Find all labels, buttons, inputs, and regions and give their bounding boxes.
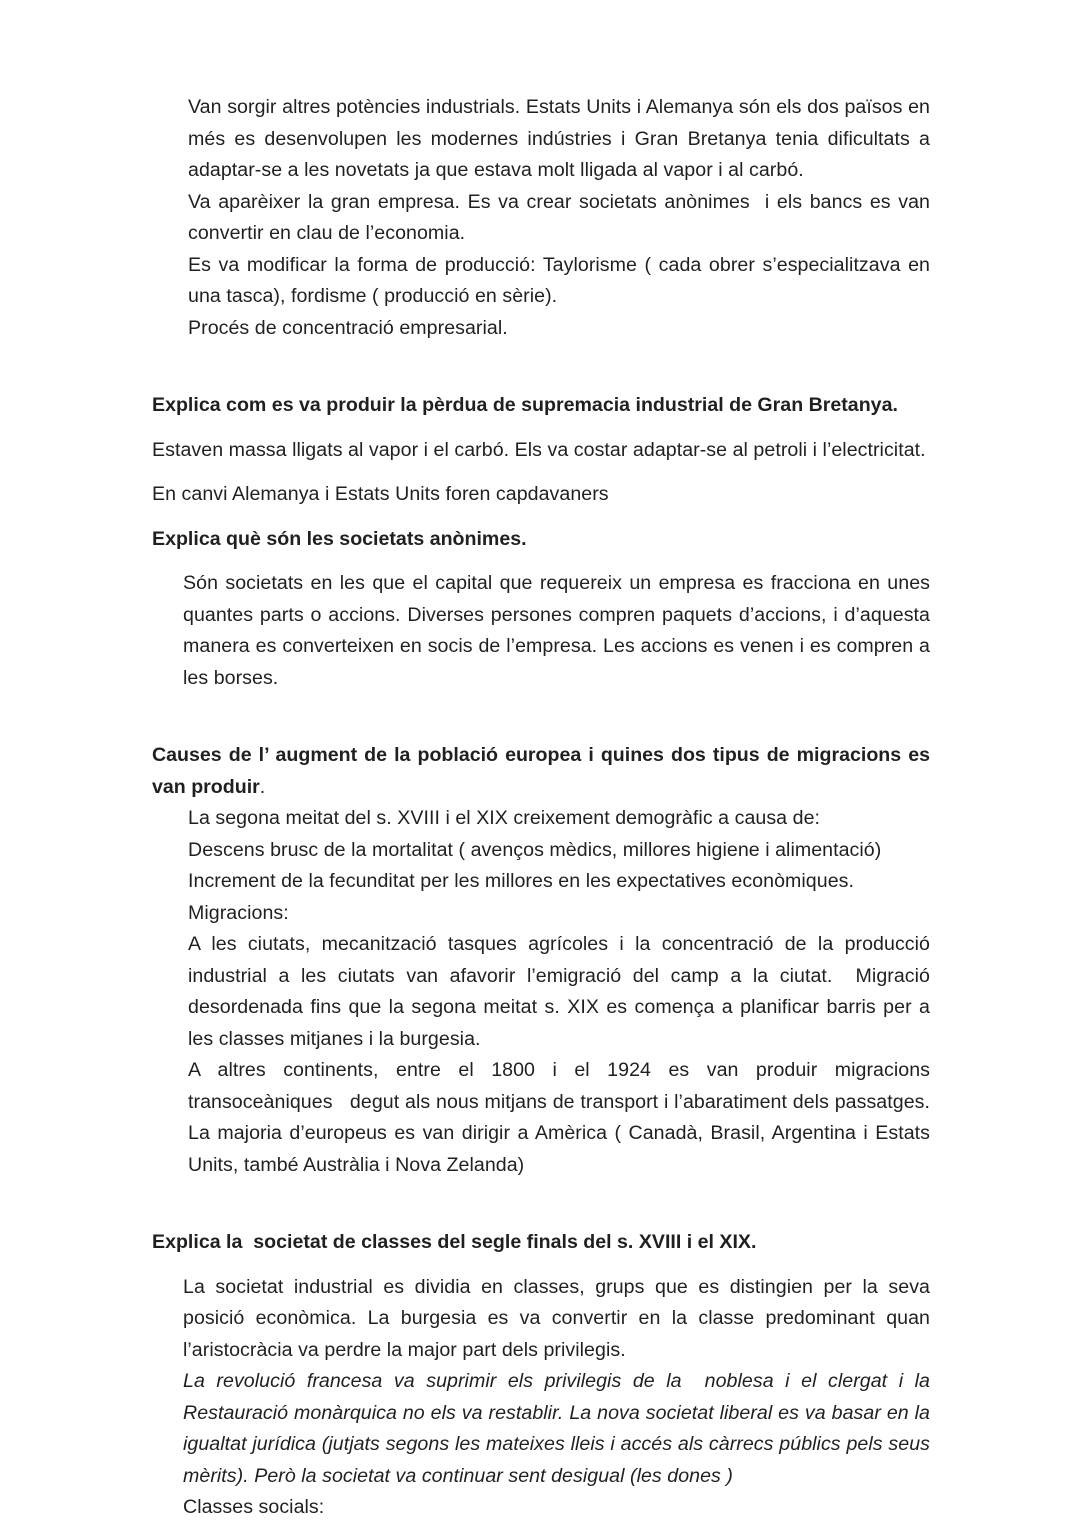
- q3-line-2: Descens brusc de la mortalitat ( avenços mèdics, millores higiene i alimentació): [188, 838, 882, 861]
- q3-line-3: Increment de la fecunditat per les millores en les expectatives econòmiques.: [188, 870, 854, 892]
- q3-paragraph-1: A les ciutats, mecanització tasques agrícoles i la concentració de la producció industrial a les ciutats van afavorir l’emigració del camp a la ciutat. Migració desordenada fins que la segona meitat s. XIX es comença a planificar barris per a les classes mitjanes i la burgesia.: [188, 933, 936, 1050]
- q4-paragraph-italic: La revolució francesa va suprimir els privilegis de la noblesa i el clergat i la Restauració monàrquica no els va restablir. La nova societat liberal es va basar en la igualtat jurídica (jutjats segons les mateixes lleis i accés als càrrecs públics pels seus mèrits). Però la societat va continuar sent desigual (les dones ): [183, 1370, 936, 1487]
- spacer: [152, 466, 930, 479]
- spacer: [152, 1181, 930, 1227]
- q4-closing-line: Classes socials:: [183, 1496, 325, 1518]
- q3-heading-tail: .: [259, 775, 266, 798]
- spacer: [152, 555, 930, 568]
- q4-paragraph-roman: La societat industrial es dividia en classes, grups que es distingien per la seva posició econòmica. La burgesia es va convertir en la classe predominant quan l’aristocràcia va perdre la major part dels privilegis.: [183, 1275, 930, 1361]
- document-content: [152, 92, 936, 1524]
- intro-paragraph-1: Van sorgir altres potències industrials. Estats Units i Alemanya són els dos països en més es desenvolupen les modernes indústries i Gran Bretanya tenia dificultats a adaptar-se a les novetats ja que estava molt lligada al vapor i al carbó.: [188, 96, 930, 181]
- q3-paragraph-2: A altres continents, entre el 1800 i el 1924 es van produir migracions transoceàniques degut als nous mitjans de transport i l’abaratiment dels passatges. La majoria d’europeus es van dirigir a Amèrica ( Canadà, Brasil, Argentina i Estats Units, també Austràlia i Nova Zelanda): [188, 1059, 936, 1176]
- intro-paragraph-2: Va aparèixer la gran empresa. Es va crear societats anònimes i els bancs es van convertir en clau de l’economia.: [188, 190, 936, 244]
- q1-paragraph-2: En canvi Alemanya i Estats Units foren capdavaners: [152, 483, 609, 505]
- q1-paragraph-1: Estaven massa lligats al vapor i el carbó. Els va costar adaptar-se al petroli i l’electricitat.: [152, 438, 926, 461]
- q3-heading: [152, 740, 930, 803]
- q4-heading: Explica la societat de classes del segle finals del s. XVIII i el XIX.: [152, 1231, 757, 1253]
- section-q1: [152, 390, 930, 511]
- spacer: [152, 511, 930, 524]
- section-q4: [152, 1227, 936, 1524]
- q2-heading: Explica què són les societats anònimes.: [152, 527, 527, 550]
- intro-paragraph-4: Procés de concentració empresarial.: [188, 316, 508, 339]
- q3-heading-main: Causes de l’ augment de la població europea i quines dos tipus de migracions es van produir: [152, 744, 930, 798]
- spacer: [152, 422, 930, 435]
- q2-paragraph-1: Són societats en les que el capital que requereix un empresa es fracciona en unes quantes parts o accions. Diverses persones compren paquets d’accions, i d’aquesta manera es converteixen en socis de l’empresa. Les accions es venen i es compren a les borses.: [183, 572, 930, 689]
- spacer: [152, 1259, 930, 1272]
- section-q3: [152, 740, 936, 1181]
- intro-block: [152, 92, 936, 344]
- spacer: [152, 344, 930, 390]
- intro-paragraph-3: Es va modificar la forma de producció: Taylorisme ( cada obrer s’especialitzava en una tasca), fordisme ( producció en sèrie).: [188, 253, 930, 307]
- section-q2: [152, 524, 930, 695]
- q3-line-4: Migracions:: [188, 901, 289, 924]
- spacer: [152, 694, 930, 740]
- q3-line-1: La segona meitat del s. XVIII i el XIX creixement demogràfic a causa de:: [188, 807, 821, 829]
- q1-heading: Explica com es va produir la pèrdua de supremacia industrial de Gran Bretanya.: [152, 394, 898, 416]
